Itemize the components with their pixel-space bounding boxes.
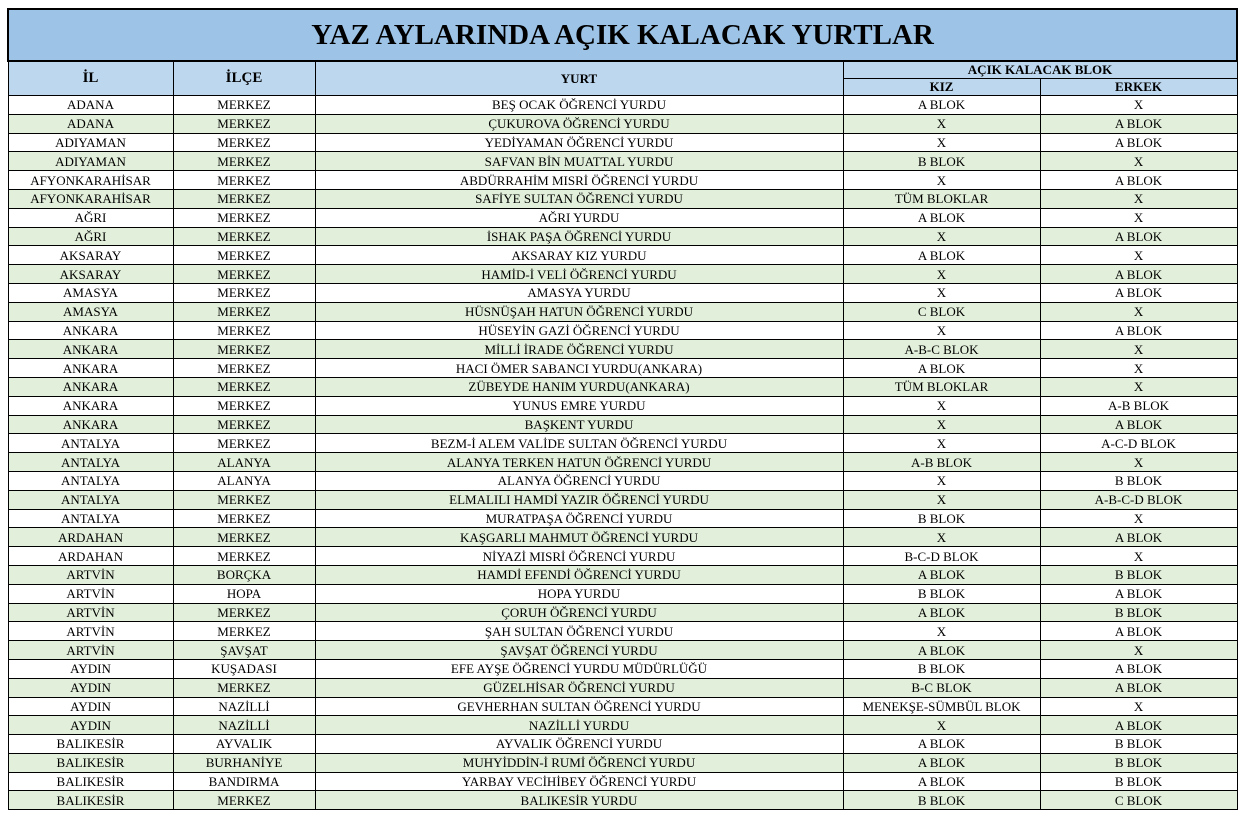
cell-ilce: MERKEZ [173,415,315,434]
cell-yurt: ŞAH SULTAN ÖĞRENCİ YURDU [315,622,843,641]
cell-erkek: X [1040,340,1237,359]
cell-yurt: MUHYİDDİN-İ RUMİ ÖĞRENCİ YURDU [315,753,843,772]
cell-kiz: X [843,171,1040,190]
cell-yurt: NAZİLLİ YURDU [315,716,843,735]
cell-erkek: B BLOK [1040,603,1237,622]
cell-ilce: MERKEZ [173,547,315,566]
cell-yurt: ELMALILI HAMDİ YAZIR ÖĞRENCİ YURDU [315,490,843,509]
cell-erkek: A BLOK [1040,584,1237,603]
cell-erkek: A BLOK [1040,528,1237,547]
cell-kiz: B BLOK [843,659,1040,678]
cell-erkek: X [1040,453,1237,472]
cell-il: ARTVİN [8,622,173,641]
cell-erkek: B BLOK [1040,471,1237,490]
cell-il: AYDIN [8,659,173,678]
column-header-il: İL [8,61,173,96]
cell-erkek: X [1040,547,1237,566]
cell-yurt: HÜSEYİN GAZİ ÖĞRENCİ YURDU [315,321,843,340]
table-row [8,791,1237,810]
column-header-ilce: İLÇE [173,61,315,96]
cell-il: AYDIN [8,678,173,697]
cell-yurt: SAFVAN BİN MUATTAL YURDU [315,152,843,171]
cell-erkek: B BLOK [1040,565,1237,584]
cell-il: ANTALYA [8,471,173,490]
cell-yurt: AĞRI YURDU [315,208,843,227]
table-row [8,133,1237,152]
cell-kiz: A BLOK [843,772,1040,791]
dormitory-table [7,8,1238,810]
cell-yurt: ÇUKUROVA ÖĞRENCİ YURDU [315,114,843,133]
cell-yurt: EFE AYŞE ÖĞRENCİ YURDU MÜDÜRLÜĞÜ [315,659,843,678]
cell-ilce: ALANYA [173,453,315,472]
cell-il: AFYONKARAHİSAR [8,171,173,190]
cell-ilce: ALANYA [173,471,315,490]
cell-erkek: B BLOK [1040,772,1237,791]
table-row [8,96,1237,115]
cell-ilce: MERKEZ [173,265,315,284]
cell-yurt: GEVHERHAN SULTAN ÖĞRENCİ YURDU [315,697,843,716]
cell-ilce: MERKEZ [173,302,315,321]
table-row [8,584,1237,603]
cell-ilce: ŞAVŞAT [173,641,315,660]
cell-yurt: HAMDİ EFENDİ ÖĞRENCİ YURDU [315,565,843,584]
cell-yurt: BALIKESİR YURDU [315,791,843,810]
cell-erkek: X [1040,697,1237,716]
cell-erkek: X [1040,377,1237,396]
cell-ilce: MERKEZ [173,359,315,378]
table-row [8,302,1237,321]
cell-ilce: MERKEZ [173,246,315,265]
cell-ilce: BANDIRMA [173,772,315,791]
table-row [8,678,1237,697]
cell-ilce: NAZİLLİ [173,697,315,716]
cell-il: AFYONKARAHİSAR [8,189,173,208]
cell-erkek: X [1040,152,1237,171]
cell-erkek: X [1040,246,1237,265]
table-row [8,246,1237,265]
table-row [8,697,1237,716]
cell-yurt: YEDİYAMAN ÖĞRENCİ YURDU [315,133,843,152]
cell-yurt: ALANYA ÖĞRENCİ YURDU [315,471,843,490]
cell-kiz: TÜM BLOKLAR [843,189,1040,208]
cell-kiz: A BLOK [843,208,1040,227]
cell-ilce: MERKEZ [173,96,315,115]
cell-kiz: X [843,471,1040,490]
table-row [8,434,1237,453]
cell-kiz: B BLOK [843,152,1040,171]
cell-ilce: MERKEZ [173,152,315,171]
cell-il: ANKARA [8,340,173,359]
cell-kiz: B BLOK [843,584,1040,603]
table-row [8,641,1237,660]
cell-erkek: X [1040,96,1237,115]
cell-erkek: X [1040,302,1237,321]
cell-il: ARDAHAN [8,528,173,547]
cell-il: ANTALYA [8,453,173,472]
cell-erkek: A BLOK [1040,265,1237,284]
cell-erkek: A-C-D BLOK [1040,434,1237,453]
cell-yurt: ABDÜRRAHİM MISRİ ÖĞRENCİ YURDU [315,171,843,190]
table-row [8,453,1237,472]
table-row [8,659,1237,678]
cell-yurt: BEŞ OCAK ÖĞRENCİ YURDU [315,96,843,115]
cell-ilce: HOPA [173,584,315,603]
column-header-kiz: KIZ [843,79,1040,96]
cell-yurt: AMASYA YURDU [315,283,843,302]
cell-kiz: B BLOK [843,509,1040,528]
cell-erkek: X [1040,641,1237,660]
cell-il: ANKARA [8,359,173,378]
cell-ilce: MERKEZ [173,133,315,152]
page-title: YAZ AYLARINDA AÇIK KALACAK YURTLAR [8,9,1237,61]
table-row [8,189,1237,208]
cell-il: AĞRI [8,227,173,246]
cell-yurt: SAFİYE SULTAN ÖĞRENCİ YURDU [315,189,843,208]
cell-il: ADIYAMAN [8,133,173,152]
table-row [8,340,1237,359]
cell-ilce: MERKEZ [173,377,315,396]
cell-yurt: ZÜBEYDE HANIM YURDU(ANKARA) [315,377,843,396]
cell-kiz: X [843,716,1040,735]
cell-erkek: A BLOK [1040,283,1237,302]
cell-yurt: HAMİD-İ VELİ ÖĞRENCİ YURDU [315,265,843,284]
table-row [8,716,1237,735]
cell-il: AYDIN [8,697,173,716]
cell-yurt: AKSARAY KIZ YURDU [315,246,843,265]
cell-ilce: MERKEZ [173,528,315,547]
cell-yurt: BEZM-İ ALEM VALİDE SULTAN ÖĞRENCİ YURDU [315,434,843,453]
cell-kiz: A BLOK [843,641,1040,660]
cell-il: AKSARAY [8,246,173,265]
cell-il: AMASYA [8,302,173,321]
cell-ilce: MERKEZ [173,490,315,509]
cell-yurt: GÜZELHİSAR ÖĞRENCİ YURDU [315,678,843,697]
table-row [8,603,1237,622]
cell-erkek: A BLOK [1040,622,1237,641]
cell-il: BALIKESİR [8,791,173,810]
cell-ilce: MERKEZ [173,114,315,133]
cell-ilce: AYVALIK [173,735,315,754]
cell-il: ARTVİN [8,565,173,584]
cell-ilce: MERKEZ [173,208,315,227]
cell-il: ANKARA [8,396,173,415]
cell-erkek: A BLOK [1040,227,1237,246]
cell-kiz: TÜM BLOKLAR [843,377,1040,396]
cell-kiz: A-B BLOK [843,453,1040,472]
cell-erkek: A BLOK [1040,716,1237,735]
cell-ilce: KUŞADASI [173,659,315,678]
cell-erkek: X [1040,509,1237,528]
cell-kiz: A BLOK [843,753,1040,772]
cell-yurt: ALANYA TERKEN HATUN ÖĞRENCİ YURDU [315,453,843,472]
table-row [8,528,1237,547]
table-row [8,265,1237,284]
cell-kiz: X [843,415,1040,434]
cell-kiz: X [843,528,1040,547]
cell-il: ARTVİN [8,584,173,603]
cell-yurt: NİYAZİ MISRİ ÖĞRENCİ YURDU [315,547,843,566]
cell-kiz: X [843,321,1040,340]
cell-kiz: X [843,622,1040,641]
cell-erkek: B BLOK [1040,735,1237,754]
cell-ilce: MERKEZ [173,283,315,302]
table-row [8,622,1237,641]
table-row [8,359,1237,378]
cell-kiz: B BLOK [843,791,1040,810]
cell-ilce: MERKEZ [173,171,315,190]
table-row [8,490,1237,509]
table-body [8,96,1237,810]
cell-yurt: MURATPAŞA ÖĞRENCİ YURDU [315,509,843,528]
cell-ilce: MERKEZ [173,227,315,246]
cell-yurt: YARBAY VECİHİBEY ÖĞRENCİ YURDU [315,772,843,791]
cell-ilce: MERKEZ [173,509,315,528]
cell-erkek: A BLOK [1040,114,1237,133]
table-row [8,396,1237,415]
cell-il: ANKARA [8,377,173,396]
table-row [8,772,1237,791]
cell-il: AYDIN [8,716,173,735]
cell-ilce: MERKEZ [173,396,315,415]
cell-il: ARTVİN [8,603,173,622]
cell-erkek: X [1040,189,1237,208]
cell-erkek: B BLOK [1040,753,1237,772]
cell-ilce: BORÇKA [173,565,315,584]
cell-kiz: X [843,283,1040,302]
cell-erkek: A-B BLOK [1040,396,1237,415]
table-row [8,735,1237,754]
cell-kiz: A BLOK [843,246,1040,265]
cell-il: ARDAHAN [8,547,173,566]
cell-erkek: X [1040,208,1237,227]
cell-kiz: X [843,434,1040,453]
cell-yurt: ŞAVŞAT ÖĞRENCİ YURDU [315,641,843,660]
cell-yurt: MİLLİ İRADE ÖĞRENCİ YURDU [315,340,843,359]
cell-kiz: B-C BLOK [843,678,1040,697]
table-row [8,415,1237,434]
table-row [8,227,1237,246]
table-row [8,114,1237,133]
table-row [8,152,1237,171]
cell-kiz: A BLOK [843,735,1040,754]
cell-yurt: KAŞGARLI MAHMUT ÖĞRENCİ YURDU [315,528,843,547]
cell-il: ADIYAMAN [8,152,173,171]
cell-kiz: A BLOK [843,96,1040,115]
cell-il: ANTALYA [8,490,173,509]
cell-erkek: A-B-C-D BLOK [1040,490,1237,509]
cell-erkek: A BLOK [1040,321,1237,340]
cell-il: ANTALYA [8,434,173,453]
cell-il: AMASYA [8,283,173,302]
table-row [8,321,1237,340]
cell-yurt: HACI ÖMER SABANCI YURDU(ANKARA) [315,359,843,378]
cell-il: BALIKESİR [8,735,173,754]
cell-kiz: X [843,396,1040,415]
cell-kiz: MENEKŞE-SÜMBÜL BLOK [843,697,1040,716]
cell-kiz: X [843,490,1040,509]
cell-kiz: C BLOK [843,302,1040,321]
cell-kiz: A BLOK [843,359,1040,378]
cell-ilce: BURHANİYE [173,753,315,772]
cell-il: ADANA [8,114,173,133]
table-row [8,753,1237,772]
cell-il: ADANA [8,96,173,115]
table-row [8,283,1237,302]
cell-ilce: MERKEZ [173,189,315,208]
cell-il: BALIKESİR [8,772,173,791]
cell-il: ANTALYA [8,509,173,528]
table-row [8,171,1237,190]
cell-il: AKSARAY [8,265,173,284]
cell-yurt: İSHAK PAŞA ÖĞRENCİ YURDU [315,227,843,246]
cell-il: ANKARA [8,321,173,340]
cell-kiz: X [843,227,1040,246]
cell-il: ARTVİN [8,641,173,660]
column-header-erkek: ERKEK [1040,79,1237,96]
cell-ilce: MERKEZ [173,434,315,453]
cell-yurt: HÜSNÜŞAH HATUN ÖĞRENCİ YURDU [315,302,843,321]
cell-erkek: A BLOK [1040,659,1237,678]
cell-ilce: MERKEZ [173,678,315,697]
cell-ilce: MERKEZ [173,321,315,340]
cell-ilce: MERKEZ [173,791,315,810]
column-header-acik-blok: AÇIK KALACAK BLOK [843,61,1237,79]
cell-kiz: A-B-C BLOK [843,340,1040,359]
cell-ilce: MERKEZ [173,340,315,359]
cell-yurt: ÇORUH ÖĞRENCİ YURDU [315,603,843,622]
cell-yurt: HOPA YURDU [315,584,843,603]
table-row [8,377,1237,396]
cell-erkek: A BLOK [1040,678,1237,697]
cell-erkek: C BLOK [1040,791,1237,810]
cell-kiz: X [843,265,1040,284]
table-row [8,471,1237,490]
table-row [8,509,1237,528]
table-row [8,565,1237,584]
cell-ilce: MERKEZ [173,622,315,641]
column-header-yurt: YURT [315,61,843,96]
cell-ilce: NAZİLLİ [173,716,315,735]
cell-yurt: BAŞKENT YURDU [315,415,843,434]
cell-il: ANKARA [8,415,173,434]
cell-yurt: YUNUS EMRE YURDU [315,396,843,415]
cell-erkek: A BLOK [1040,133,1237,152]
cell-kiz: A BLOK [843,565,1040,584]
cell-erkek: X [1040,359,1237,378]
cell-erkek: A BLOK [1040,171,1237,190]
cell-ilce: MERKEZ [173,603,315,622]
cell-il: BALIKESİR [8,753,173,772]
cell-kiz: X [843,133,1040,152]
cell-kiz: B-C-D BLOK [843,547,1040,566]
cell-kiz: A BLOK [843,603,1040,622]
cell-yurt: AYVALIK ÖĞRENCİ YURDU [315,735,843,754]
table-row [8,547,1237,566]
table-row [8,208,1237,227]
cell-kiz: X [843,114,1040,133]
cell-il: AĞRI [8,208,173,227]
cell-erkek: A BLOK [1040,415,1237,434]
